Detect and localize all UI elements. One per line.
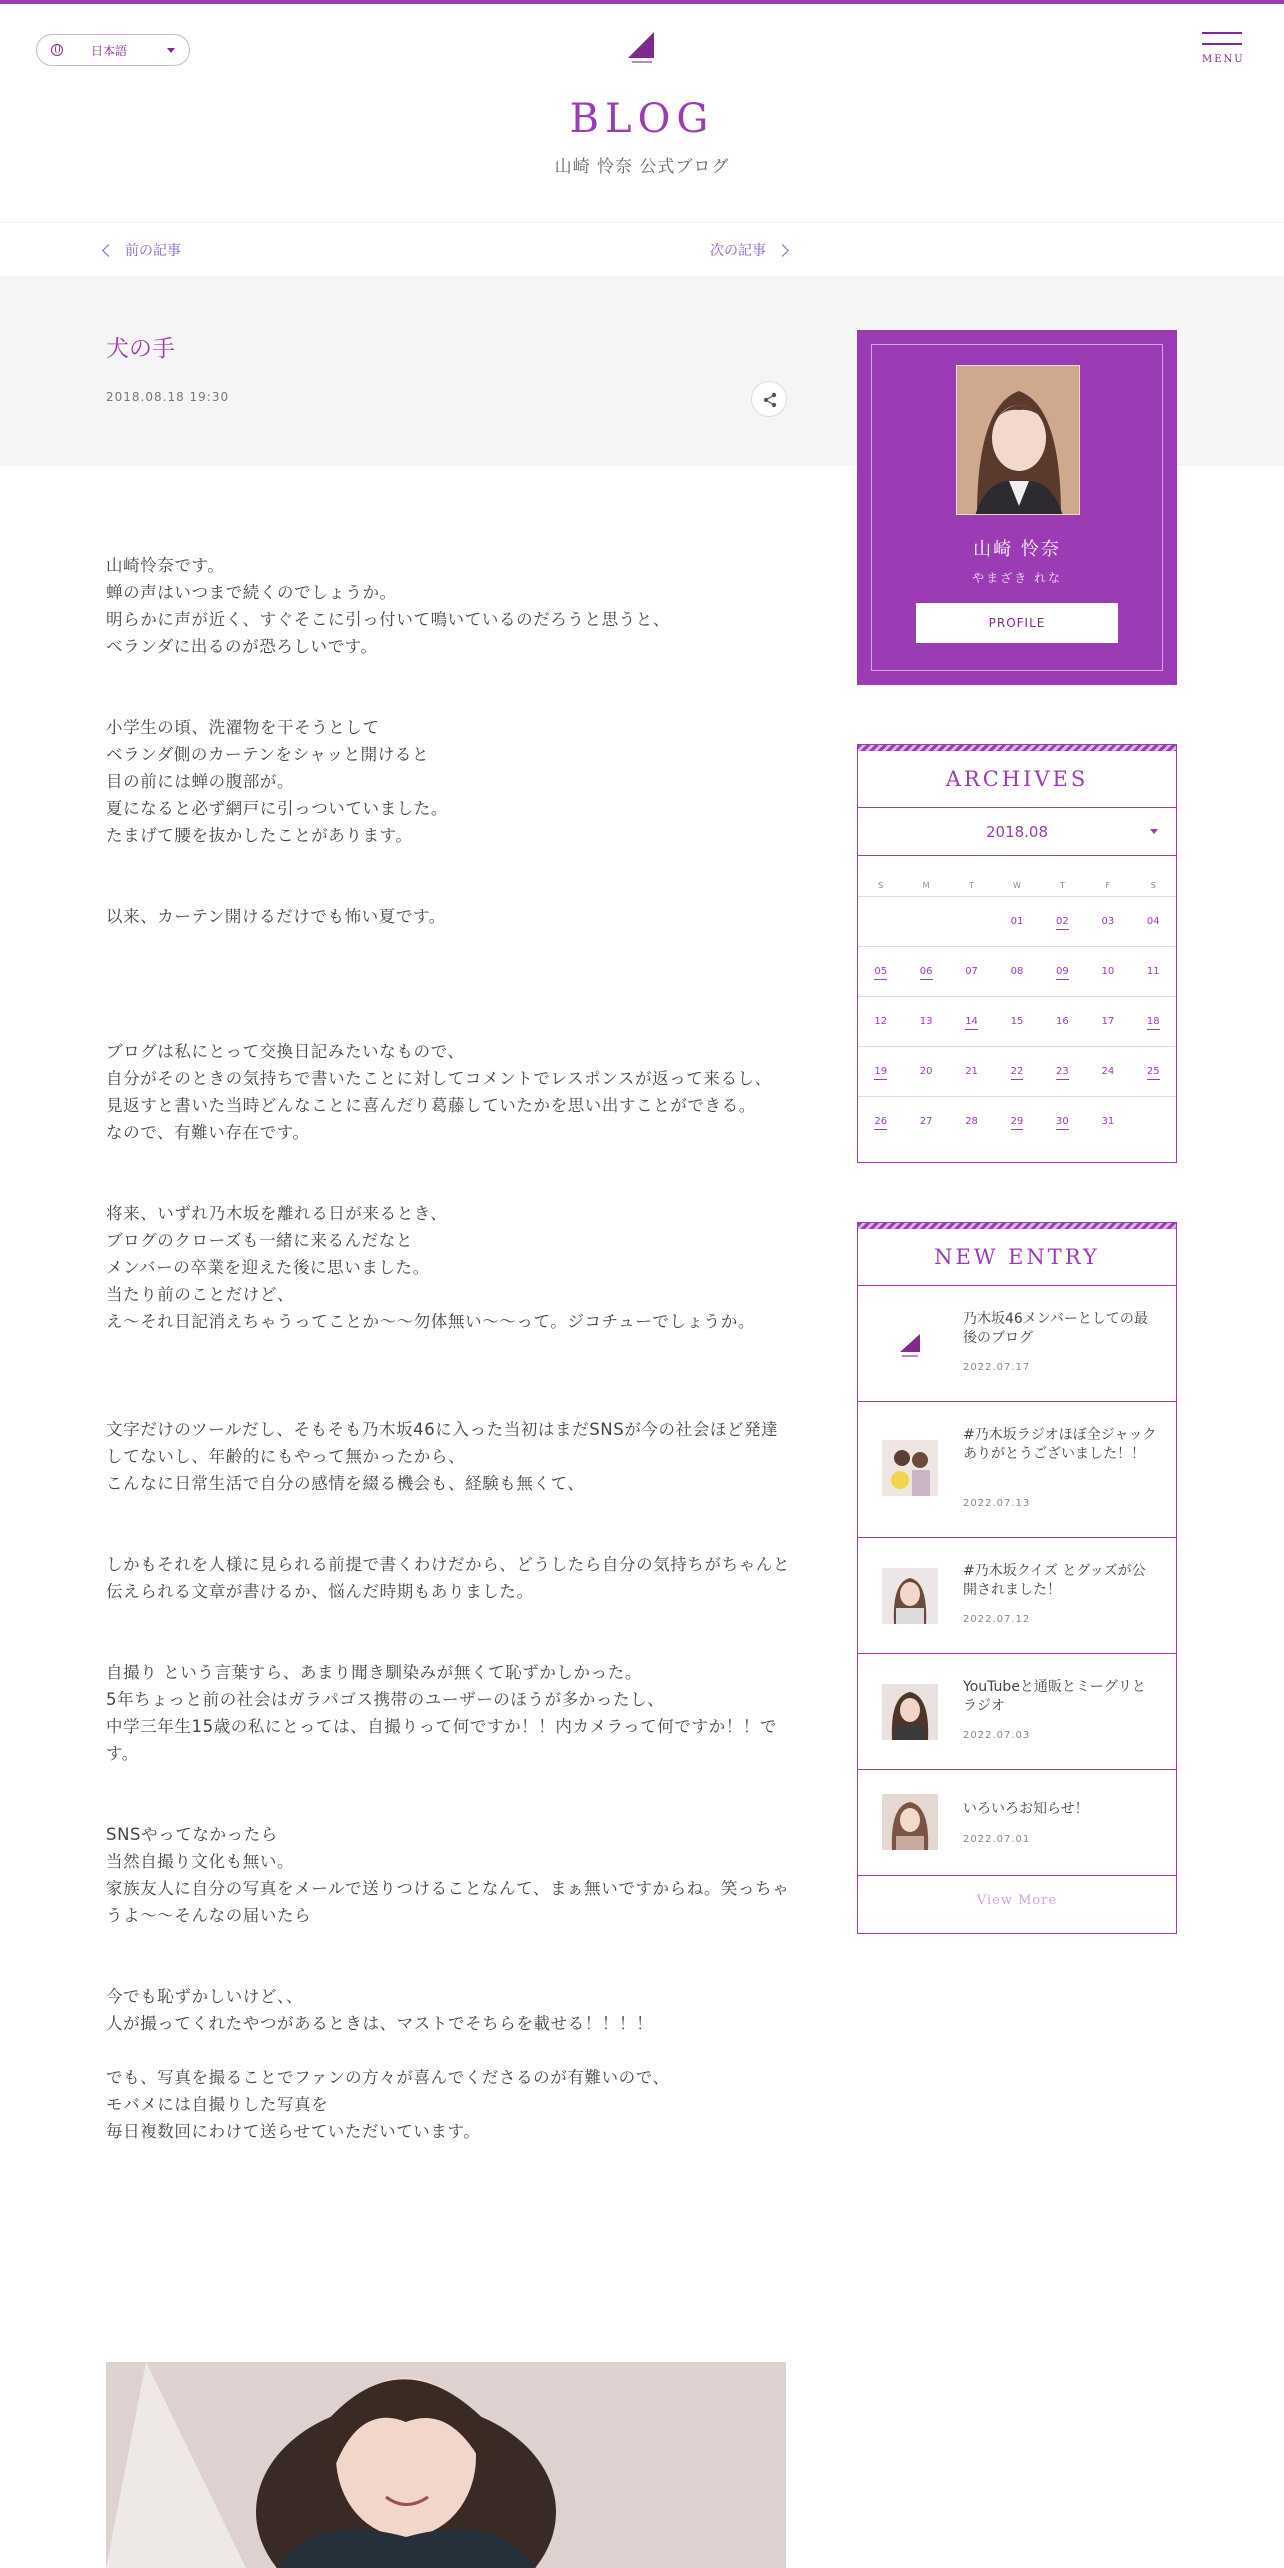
calendar-day[interactable] bbox=[1131, 1046, 1176, 1096]
calendar-day[interactable] bbox=[858, 1046, 903, 1096]
profile-card bbox=[857, 330, 1177, 685]
weekday-label: M bbox=[922, 880, 930, 890]
entry-thumbnail bbox=[882, 1568, 938, 1624]
calendar-day: 11 bbox=[1131, 946, 1176, 996]
calendar-day-link[interactable]: 30 bbox=[1056, 1116, 1069, 1130]
logo-icon[interactable] bbox=[622, 28, 662, 68]
entry-date: 2022.07.03 bbox=[963, 1730, 1031, 1741]
calendar-day-link[interactable]: 25 bbox=[1147, 1066, 1160, 1080]
avatar bbox=[956, 365, 1080, 515]
calendar-day: 21 bbox=[949, 1046, 994, 1096]
month-select[interactable] bbox=[858, 808, 1176, 856]
entry-date: 2022.07.01 bbox=[963, 1834, 1031, 1845]
calendar-day[interactable] bbox=[1040, 1096, 1085, 1146]
hamburger-bar bbox=[1202, 43, 1242, 45]
calendar-day: 27 bbox=[903, 1096, 948, 1146]
calendar-day: 15 bbox=[994, 996, 1039, 1046]
calendar-week bbox=[858, 1096, 1176, 1146]
calendar-day-link[interactable]: 06 bbox=[920, 966, 933, 980]
prev-article-label: 前の記事 bbox=[125, 243, 181, 259]
view-more-link[interactable]: View More bbox=[976, 1892, 1058, 1908]
calendar-day-link[interactable]: 22 bbox=[1011, 1066, 1024, 1080]
profile-name: 山崎 怜奈 bbox=[973, 539, 1061, 560]
weekday-label: S bbox=[878, 880, 884, 890]
article-paragraph: 今でも恥ずかしいけど、、 人が撮ってくれたやつがあるときは、マストでそちらを載せる！！！！ でも、写真を撮ることでファンの方々が喜んでくださるのが有難いので、 モバメには自撮りした写真を 毎日複数回にわけて送らせていただいています。 bbox=[106, 1987, 670, 2141]
calendar-day[interactable] bbox=[1040, 946, 1085, 996]
entry-thumbnail bbox=[882, 1684, 938, 1740]
article-title: 犬の手 bbox=[106, 336, 175, 362]
share-button[interactable] bbox=[751, 381, 787, 417]
top-accent-line bbox=[0, 0, 1284, 4]
calendar-day bbox=[1131, 1096, 1176, 1146]
calendar-day[interactable] bbox=[1040, 896, 1085, 946]
new-entry-heading: NEW ENTRY bbox=[858, 1229, 1176, 1286]
profile-button[interactable]: PROFILE bbox=[916, 603, 1118, 643]
calendar-day: 17 bbox=[1085, 996, 1130, 1046]
calendar-week bbox=[858, 946, 1176, 996]
portrait-photo bbox=[106, 2362, 786, 2568]
new-entry-panel bbox=[857, 1222, 1177, 1934]
article-paragraph: 文字だけのツールだし、そもそも乃木坂46に入った当初はまだSNSが今の社会ほど発達してないし、年齢的にもやって無かったから、 こんなに日常生活で自分の感情を綴る機会も、経験も無くて、 bbox=[106, 1420, 779, 1493]
calendar-day: 12 bbox=[858, 996, 903, 1046]
calendar-day[interactable] bbox=[858, 1096, 903, 1146]
entry-item[interactable] bbox=[858, 1770, 1176, 1876]
calendar-day-link[interactable]: 23 bbox=[1056, 1066, 1069, 1080]
calendar-day[interactable] bbox=[994, 1046, 1039, 1096]
calendar-week bbox=[858, 896, 1176, 946]
calendar-day: 08 bbox=[994, 946, 1039, 996]
prev-article-link[interactable] bbox=[104, 240, 181, 260]
member-portrait bbox=[957, 366, 1080, 515]
entry-photo bbox=[882, 1440, 938, 1496]
calendar-day[interactable] bbox=[1040, 1046, 1085, 1096]
calendar-day[interactable] bbox=[994, 1096, 1039, 1146]
calendar-week bbox=[858, 1046, 1176, 1096]
profile-kana: やまざき れな bbox=[972, 571, 1062, 585]
calendar bbox=[858, 856, 1176, 1146]
entry-date: 2022.07.12 bbox=[963, 1614, 1031, 1625]
share-icon bbox=[752, 382, 788, 418]
calendar-day-link[interactable]: 26 bbox=[874, 1116, 887, 1130]
calendar-week bbox=[858, 996, 1176, 1046]
article-paragraph: 以来、カーテン開けるだけでも怖い夏です。 bbox=[106, 907, 446, 926]
article-photo bbox=[106, 2362, 786, 2568]
calendar-day bbox=[903, 896, 948, 946]
entry-thumbnail bbox=[882, 1440, 938, 1496]
weekday-label: S bbox=[1150, 880, 1156, 890]
calendar-day: 13 bbox=[903, 996, 948, 1046]
calendar-day: 20 bbox=[903, 1046, 948, 1096]
calendar-day bbox=[949, 896, 994, 946]
calendar-day: 24 bbox=[1085, 1046, 1130, 1096]
archives-panel bbox=[857, 744, 1177, 1163]
entry-item[interactable] bbox=[858, 1286, 1176, 1402]
entry-date: 2022.07.17 bbox=[963, 1362, 1031, 1373]
calendar-day[interactable] bbox=[1131, 996, 1176, 1046]
calendar-day: 04 bbox=[1131, 896, 1176, 946]
calendar-day-link[interactable]: 14 bbox=[965, 1016, 978, 1030]
globe-icon bbox=[51, 44, 63, 56]
article-date: 2018.08.18 19:30 bbox=[106, 390, 230, 404]
weekday-label: W bbox=[1013, 880, 1021, 890]
calendar-day bbox=[858, 896, 903, 946]
calendar-day: 07 bbox=[949, 946, 994, 996]
calendar-day-link[interactable]: 02 bbox=[1056, 916, 1069, 930]
page-subtitle: 山崎 怜奈 公式ブログ bbox=[554, 157, 730, 177]
calendar-day[interactable] bbox=[858, 946, 903, 996]
article-paragraph: SNSやってなかったら 当然自撮り文化も無い。 家族友人に自分の写真をメールで送りつけることなんて、まぁ無いですからね。笑っちゃうよ〜〜そんなの届いたら bbox=[106, 1825, 790, 1925]
chevron-right-icon bbox=[776, 244, 789, 257]
chevron-down-icon bbox=[1150, 829, 1158, 834]
weekday-label: F bbox=[1105, 880, 1111, 890]
profile-card-frame bbox=[871, 344, 1163, 671]
entry-photo bbox=[882, 1684, 938, 1740]
entry-item[interactable] bbox=[858, 1538, 1176, 1654]
article-paragraph: 山崎怜奈です。 蝉の声はいつまで続くのでしょうか。 明らかに声が近く、すぐそこに引っ付いて鳴いているのだろうと思うと、 ベランダに出るのが恐ろしいです。 bbox=[106, 556, 670, 656]
calendar-day-link[interactable]: 09 bbox=[1056, 966, 1069, 980]
weekday-label: T bbox=[1059, 880, 1065, 890]
page-title: BLOG bbox=[569, 96, 715, 142]
entry-title: YouTubeと通販とミーグリとラジオ bbox=[963, 1679, 1146, 1714]
next-article-link[interactable] bbox=[710, 240, 787, 260]
entry-title: #乃木坂クイズ とグッズが公開されました！ bbox=[963, 1563, 1146, 1598]
calendar-day[interactable] bbox=[949, 996, 994, 1046]
calendar-day: 10 bbox=[1085, 946, 1130, 996]
entry-date: 2022.07.13 bbox=[963, 1498, 1031, 1509]
weekday-label: T bbox=[969, 880, 974, 890]
hamburger-icon bbox=[1202, 32, 1242, 34]
entry-title: いろいろお知らせ！ bbox=[963, 1801, 1089, 1817]
next-article-label: 次の記事 bbox=[710, 243, 766, 259]
calendar-day-link[interactable]: 29 bbox=[1011, 1116, 1024, 1130]
chevron-down-icon bbox=[167, 48, 175, 53]
article-paragraph: 自撮り という言葉すら、あまり聞き馴染みが無くて恥ずかしかった。 5年ちょっと前の社会はガラパゴス携帯のユーザーのほうが多かったし、 中学三年生15歳の私にとっては、自撮りって何ですか！！内カメラって何ですか！！です。 bbox=[106, 1663, 778, 1763]
entry-thumbnail bbox=[882, 1316, 938, 1372]
entry-item[interactable] bbox=[858, 1654, 1176, 1770]
calendar-day: 16 bbox=[1040, 996, 1085, 1046]
article-body bbox=[106, 552, 790, 2145]
entry-item[interactable] bbox=[858, 1402, 1176, 1538]
calendar-day-link[interactable]: 19 bbox=[874, 1066, 887, 1080]
calendar-day: 01 bbox=[994, 896, 1039, 946]
month-select-value: 2018.08 bbox=[985, 822, 1049, 841]
entry-photo bbox=[882, 1794, 938, 1850]
calendar-day: 28 bbox=[949, 1096, 994, 1146]
article-paragraph: 小学生の頃、洗濯物を干そうとして ベランダ側のカーテンをシャッと開けると 目の前には蝉の腹部が。 夏になると必ず網戸に引っついていました。 たまげて腰を抜かしたことがあります。 bbox=[106, 718, 448, 845]
calendar-day: 03 bbox=[1085, 896, 1130, 946]
language-label: 日本語 bbox=[91, 43, 128, 58]
language-selector[interactable] bbox=[36, 34, 190, 66]
article-paragraph: ブログは私にとって交換日記みたいなもので、 自分がそのときの気持ちで書いたことに対してコメントでレスポンスが返って来るし、 見返すと書いた当時どんなことに喜んだり葛藤していたかを思い出すことができる。 なので、有難い存在です。 bbox=[106, 1042, 772, 1142]
archives-heading: ARCHIVES bbox=[858, 751, 1176, 808]
calendar-day-link[interactable]: 05 bbox=[874, 966, 887, 980]
entry-title: 乃木坂46メンバーとしての最後のブログ bbox=[963, 1311, 1148, 1346]
divider bbox=[0, 222, 1284, 223]
calendar-day: 31 bbox=[1085, 1096, 1130, 1146]
entry-photo bbox=[882, 1568, 938, 1624]
article-paragraph: 将来、いずれ乃木坂を離れる日が来るとき、 ブログのクローズも一緒に来るんだなと メンバーの卒業を迎えた後に思いました。 当たり前のことだけど、 え〜それ日記消えちゃうってことか〜〜勿体無い〜〜って。ジコチューでしょうか。 bbox=[106, 1204, 755, 1331]
menu-label: MENU bbox=[1202, 54, 1245, 65]
menu-button[interactable] bbox=[1202, 32, 1245, 65]
entry-thumbnail bbox=[882, 1794, 938, 1850]
chevron-left-icon bbox=[102, 244, 115, 257]
calendar-day[interactable] bbox=[903, 946, 948, 996]
logo-icon bbox=[882, 1316, 938, 1372]
calendar-day-link[interactable]: 18 bbox=[1147, 1016, 1160, 1030]
entry-title: #乃木坂ラジオほぼ全ジャック ありがとうございました！！ bbox=[963, 1427, 1157, 1462]
article-paragraph: しかもそれを人様に見られる前提で書くわけだから、どうしたら自分の気持ちがちゃんと伝えられる文章が書けるか、悩んだ時期もありました。 bbox=[106, 1555, 790, 1601]
